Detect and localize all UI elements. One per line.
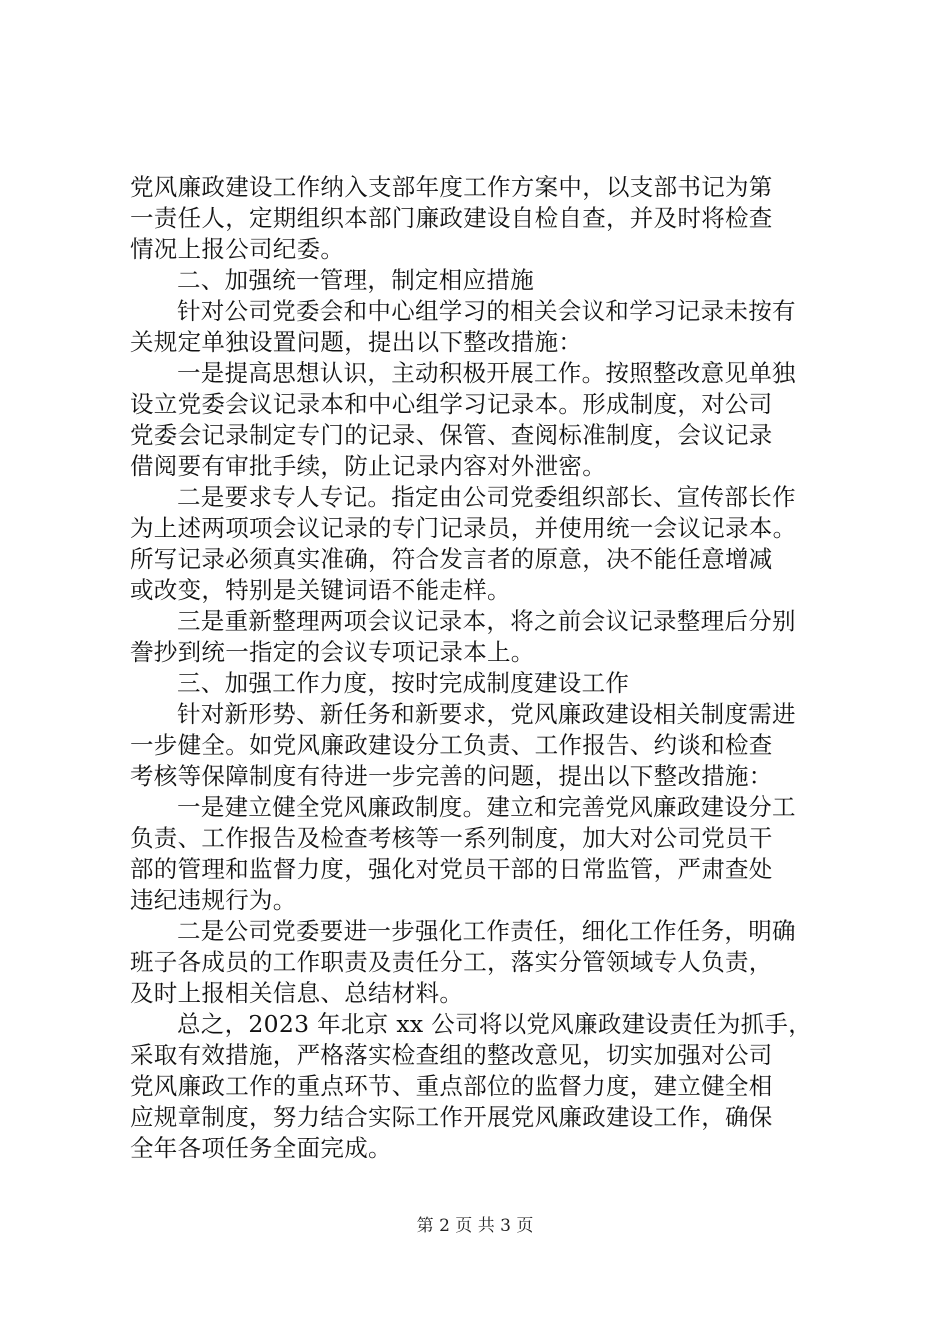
text-line: 二是要求专人专记。指定由公司党委组织部长、宣传部长作 xyxy=(177,483,796,511)
text-line: 党风廉政工作的重点环节、重点部位的监督力度，建立健全相 xyxy=(130,1072,773,1100)
text-line: 设立党委会议记录本和中心组学习记录本。形成制度，对公司 xyxy=(130,390,773,418)
text-line: 借阅要有审批手续，防止记录内容对外泄密。 xyxy=(130,452,606,480)
text-line: 所写记录必须真实准确，符合发言者的原意，决不能任意增减 xyxy=(130,545,773,573)
text-line: 总之，2023 年北京 xx 公司将以党风廉政建设责任为抓手， xyxy=(177,1010,813,1038)
text-line: 一是提高思想认识，主动积极开展工作。按照整改意见单独 xyxy=(177,359,796,387)
text-line: 誊抄到统一指定的会议专项记录本上。 xyxy=(130,638,535,666)
page-footer: 第 2 页 共 3 页 xyxy=(416,1216,534,1236)
text-line: 采取有效措施，严格落实检查组的整改意见，切实加强对公司 xyxy=(130,1041,773,1069)
text-line: 或改变，特别是关键词语不能走样。 xyxy=(130,576,511,604)
text-line: 负责、工作报告及检查考核等一系列制度，加大对公司党员干 xyxy=(130,824,773,852)
text-line: 三、加强工作力度，按时完成制度建设工作 xyxy=(177,669,630,697)
text-line: 全年各项任务全面完成。 xyxy=(130,1134,392,1162)
text-line: 针对公司党委会和中心组学习的相关会议和学习记录未按有 xyxy=(177,297,796,325)
text-line: 及时上报相关信息、总结材料。 xyxy=(130,979,464,1007)
text-line: 情况上报公司纪委。 xyxy=(130,235,345,263)
text-line: 违纪违规行为。 xyxy=(130,886,297,914)
text-line: 一步健全。如党风廉政建设分工负责、工作报告、约谈和检查 xyxy=(130,731,773,759)
text-line: 关规定单独设置问题，提出以下整改措施： xyxy=(130,328,583,356)
text-line: 二、加强统一管理，制定相应措施 xyxy=(177,266,534,294)
text-line: 党委会记录制定专门的记录、保管、查阅标准制度，会议记录 xyxy=(130,421,773,449)
text-line: 三是重新整理两项会议记录本，将之前会议记录整理后分别 xyxy=(177,607,796,635)
text-line: 为上述两项项会议记录的专门记录员，并使用统一会议记录本。 xyxy=(130,514,797,542)
text-line: 一是建立健全党风廉政制度。建立和完善党风廉政建设分工 xyxy=(177,793,796,821)
text-line: 班子各成员的工作职责及责任分工，落实分管领域专人负责， xyxy=(130,948,773,976)
text-line: 一责任人，定期组织本部门廉政建设自检自查，并及时将检查 xyxy=(130,204,773,232)
document-body xyxy=(130,172,830,1164)
text-line: 应规章制度，努力结合实际工作开展党风廉政建设工作，确保 xyxy=(130,1103,773,1131)
text-line: 党风廉政建设工作纳入支部年度工作方案中，以支部书记为第 xyxy=(130,173,773,201)
text-line: 部的管理和监督力度，强化对党员干部的日常监管，严肃查处 xyxy=(130,855,773,883)
text-line: 针对新形势、新任务和新要求，党风廉政建设相关制度需进 xyxy=(177,700,796,728)
text-line: 考核等保障制度有待进一步完善的问题，提出以下整改措施： xyxy=(130,762,773,790)
text-line: 二是公司党委要进一步强化工作责任，细化工作任务，明确 xyxy=(177,917,796,945)
